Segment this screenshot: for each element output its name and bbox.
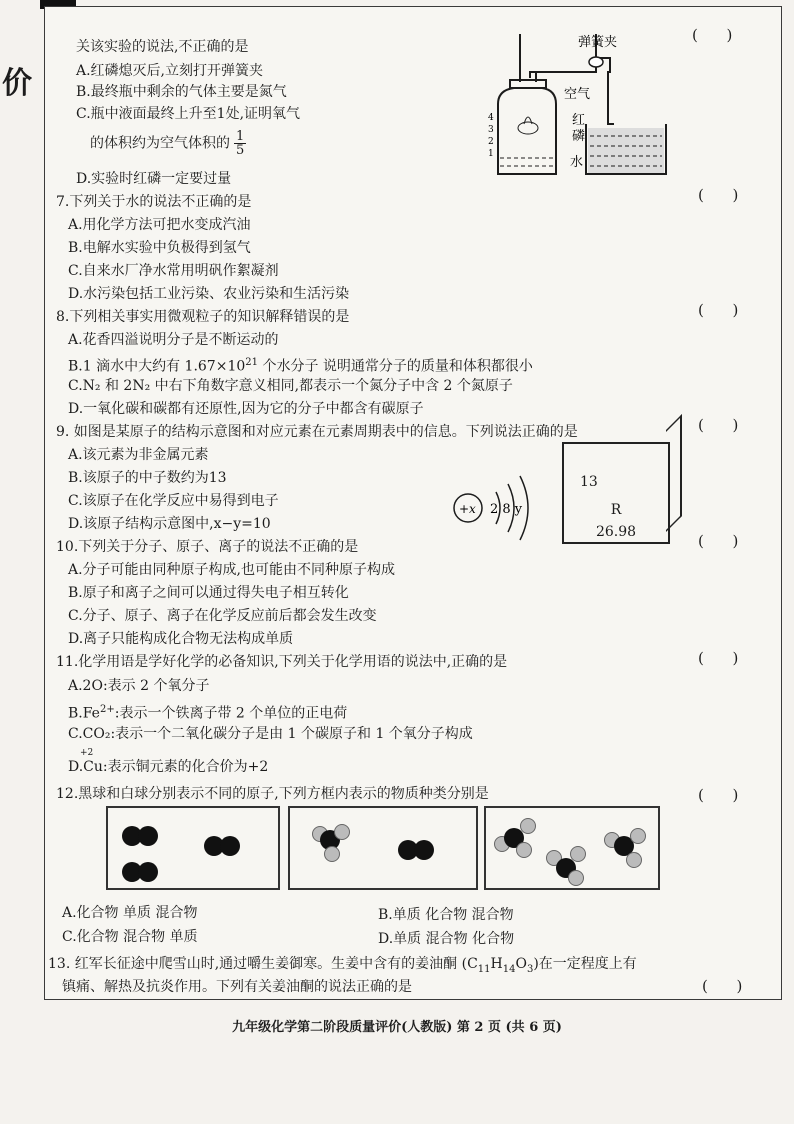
black-atom: [138, 862, 158, 882]
black-atom: [138, 826, 158, 846]
flask: [498, 88, 556, 174]
q13-o: O: [515, 956, 527, 972]
white-atom: [520, 818, 536, 834]
q11-b-pre: B.Fe: [68, 705, 100, 722]
q10-option-b: B.原子和离子之间可以通过得失电子相互转化: [68, 585, 349, 601]
experiment-diagram: [484, 28, 694, 180]
spring-clamp: [589, 57, 603, 67]
answer-bracket: ( ): [698, 416, 739, 434]
white-atom: [626, 852, 642, 868]
flask-water-lines: [500, 158, 554, 166]
q11-b-post: :表示一个铁离子带 2 个单位的正电荷: [114, 705, 348, 722]
q11-d-pre: D.Cu: [68, 759, 103, 775]
answer-bracket: ( ): [692, 26, 733, 44]
q9-option-b: B.该原子的中子数约为13: [68, 470, 227, 486]
q7-option-b: B.电解水实验中负极得到氢气: [68, 240, 251, 256]
q13-sub-c: 11: [477, 963, 491, 975]
atomic-mass: 26.98: [595, 524, 637, 540]
fraction-denominator: 5: [236, 143, 245, 158]
answer-bracket: ( ): [698, 301, 739, 319]
q7-stem: 7.下列关于水的说法不正确的是: [56, 194, 252, 210]
q10-option-a: A.分子可能由同种原子构成,也可能由不同种原子构成: [68, 562, 396, 578]
element-card-edge: [666, 414, 682, 532]
q6-stem: 关该实验的说法,不正确的是: [76, 39, 249, 55]
white-atom: [334, 824, 350, 840]
q10-option-c: C.分子、原子、离子在化学反应前后都会发生改变: [68, 608, 377, 624]
nucleus-charge: +x: [459, 502, 476, 516]
white-atom: [324, 846, 340, 862]
q13-line-2: 镇痛、解热及抗炎作用。下列有关姜油酮的说法正确的是: [62, 979, 412, 995]
q7-option-d: D.水污染包括工业污染、农业污染和生活污染: [68, 286, 350, 302]
answer-bracket: ( ): [698, 186, 739, 204]
answer-bracket: ( ): [698, 786, 739, 804]
black-atom: [220, 836, 240, 856]
q11-option-d: [68, 758, 268, 776]
white-atom: [570, 846, 586, 862]
q11-option-b: [68, 701, 347, 723]
scale-4: 4: [488, 113, 494, 123]
flame-icon: [524, 117, 532, 124]
q6-option-c-text: 的体积约为空气体积的: [90, 135, 230, 152]
q12-option-b: B.单质 化合物 混合物: [378, 907, 514, 923]
phosphorus-label-1: 红: [572, 113, 586, 128]
q11-option-c: C.CO₂:表示一个二氧化碳分子是由 1 个碳原子和 1 个氧分子构成: [68, 726, 473, 742]
q8-option-d: D.一氧化碳和碳都有还原性,因为它的分子中都含有碳原子: [68, 401, 424, 417]
q13-pre: 13. 红军长征途中爬雪山时,通过嚼生姜御寒。生姜中含有的姜油酮 (C: [48, 956, 478, 972]
scale-2: 2: [488, 137, 494, 147]
q7-option-c: C.自来水厂净水常用明矾作絮凝剂: [68, 263, 279, 279]
water-label: 水: [570, 155, 584, 170]
q8-option-c: C.N₂ 和 2N₂ 中右下角数字意义相同,都表示一个氮分子中含 2 个氮原子: [68, 378, 513, 394]
q11-d-valence: +2: [80, 748, 94, 758]
stopper: [510, 80, 546, 88]
white-atom: [516, 842, 532, 858]
atomic-number: 13: [580, 474, 598, 490]
q10-option-d: D.离子只能构成化合物无法构成单质: [68, 631, 294, 647]
q13-sub-h: 14: [502, 963, 516, 975]
q9-stem: 9. 如图是某原子的结构示意图和对应元素在元素周期表中的信息。下列说法正确的是: [56, 424, 578, 440]
molecule-box-3: [484, 806, 660, 890]
q8-b-post: 个水分子 说明通常分子的质量和体积都很小: [258, 358, 533, 375]
answer-bracket: ( ): [698, 649, 739, 667]
q8-option-b: [68, 354, 533, 376]
element-symbol: R: [610, 502, 622, 518]
q9-option-d: D.该原子结构示意图中,x−y=10: [68, 516, 271, 532]
molecule-box-2: [288, 806, 478, 890]
q6-option-d: D.实验时红磷一定要过量: [76, 171, 232, 187]
q8-b-pre: B.1 滴水中大约有 1.67×10: [68, 358, 246, 375]
q12-stem: 12.黑球和白球分别表示不同的原子,下列方框内表示的物质种类分别是: [56, 786, 489, 802]
q11-option-a: A.2O:表示 2 个氧分子: [68, 678, 210, 694]
q9-option-a: A.该元素为非金属元素: [68, 447, 209, 463]
q13-post: )在一定程度上有: [533, 956, 637, 972]
q11-d-post: :表示铜元素的化合价为+2: [102, 759, 269, 775]
q12-option-a: A.化合物 单质 混合物: [62, 905, 198, 921]
white-atom: [568, 870, 584, 886]
q9-option-c: C.该原子在化学反应中易得到电子: [68, 493, 279, 509]
scale-3: 3: [488, 125, 494, 135]
q8-stem: 8.下列相关事实用微观粒子的知识解释错误的是: [56, 309, 350, 325]
q13-sub-o: 3: [526, 963, 534, 975]
q6-option-c-cont: [90, 130, 246, 157]
scale-1: 1: [488, 149, 494, 159]
clamp-label: 弹簧夹: [578, 35, 618, 50]
answer-bracket: ( ): [702, 977, 743, 995]
phosphorus-label-2: 磷: [572, 129, 586, 144]
element-card: [562, 442, 670, 544]
q8-option-a: A.花香四溢说明分子是不断运动的: [68, 332, 279, 348]
fraction-numerator: 1: [236, 129, 245, 144]
fraction: [234, 130, 246, 157]
air-label: 空气: [564, 87, 591, 102]
atom-diagram: [448, 470, 548, 550]
q8-b-sup: 21: [245, 357, 258, 368]
page-footer: 九年级化学第二阶段质量评价(人教版) 第 2 页 (共 6 页): [232, 1020, 562, 1035]
side-char: 价: [2, 66, 32, 101]
q11-stem: 11.化学用语是学好化学的必备知识,下列关于化学用语的说法中,正确的是: [56, 654, 508, 670]
molecule-box-1: [106, 806, 280, 890]
phosphorus-spoon: [518, 122, 538, 134]
black-atom: [414, 840, 434, 860]
q6-option-b: B.最终瓶中剩余的气体主要是氮气: [76, 84, 287, 100]
q13-h: H: [490, 956, 503, 972]
q12-option-c: C.化合物 混合物 单质: [62, 929, 198, 945]
q11-b-sup: 2+: [99, 704, 115, 715]
q6-option-c: C.瓶中液面最终上升至1处,证明氧气: [76, 106, 301, 122]
q7-option-a: A.用化学方法可把水变成汽油: [68, 217, 251, 233]
answer-bracket: ( ): [698, 532, 739, 550]
q12-option-d: D.单质 混合物 化合物: [378, 931, 515, 947]
shell-electrons: 2 8 y: [490, 502, 523, 517]
white-atom: [630, 828, 646, 844]
q10-stem: 10.下列关于分子、原子、离子的说法不正确的是: [56, 539, 359, 555]
q6-option-a: A.红磷熄灭后,立刻打开弹簧夹: [76, 63, 264, 79]
q13-line-1: [48, 955, 637, 979]
